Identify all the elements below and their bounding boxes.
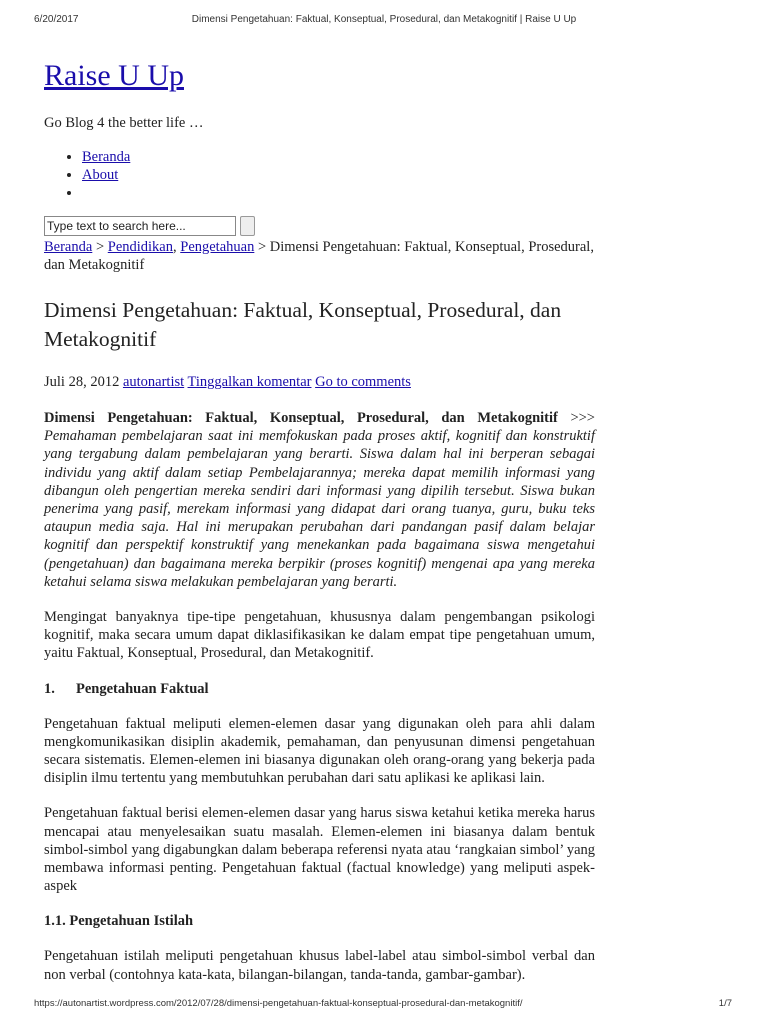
search-form (44, 215, 595, 237)
nav-item-about (82, 166, 595, 184)
site-title-link[interactable]: Raise U Up (44, 59, 184, 92)
intro-bold-title: Dimensi Pengetahuan: Faktual, Konseptual, Prosedural, dan Metakognitif (44, 410, 558, 426)
leave-comment-link[interactable]: Tinggalkan komentar (187, 374, 312, 390)
nav-link-beranda[interactable]: Beranda (82, 149, 131, 165)
site-tagline: Go Blog 4 the better life … (44, 115, 204, 131)
nav-item-empty (82, 184, 595, 202)
site-title (44, 58, 595, 94)
nav-link-about[interactable]: About (82, 167, 119, 183)
intro-arrow: >>> (570, 410, 595, 426)
print-page-title: Dimensi Pengetahuan: Faktual, Konseptual, Prosedural, dan Metakognitif | Raise U Up (191, 14, 577, 25)
post-title: Dimensi Pengetahuan: Faktual, Konseptual, Prosedural, dan Metakognitif (44, 298, 562, 351)
post-date: Juli 28, 2012 (44, 374, 120, 390)
print-date: 6/20/2017 (34, 14, 79, 25)
main-nav (44, 148, 595, 202)
paragraph-istilah: Pengetahuan istilah meliputi pengetahuan khusus label-label atau simbol-simbol verbal dan non verbal (contohnya kata-kata, bilangan-bilangan, tanda-tanda, gambar-gambar). (44, 948, 595, 983)
intro-italic-text: Pemahaman pembelajaran saat ini memfokuskan pada proses aktif, kognitif dan konstruktif yang tergabung dalam pembelajaran yang berarti. Siswa dalam hal ini berperan sebagai individu yang aktif dalam setiap Pembelajarannya; mereka dapat memilih informasi yang dibangun oleh pengertian mereka sendiri dari informasi yang dipilih tersebut. Siswa bukan penerima yang pasif, merekam informasi yang didapat dari orang tuanya, guru, buku teks ataupun media saja. Hal ini merupakan perubahan dari pandangan pasif dalam belajar kognitif dan perspektif konstruktif yang menekankan pada bagaimana siswa mengetahui (pengetahuan) dan bagaimana mereka berpikir (proses kognitif) mengenai apa yang mereka ketahui selama siswa melakukan pembelajaran yang berarti. (44, 428, 595, 590)
section-heading-faktual (44, 680, 595, 698)
paragraph-faktual-2: Pengetahuan faktual berisi elemen-elemen dasar yang harus siswa ketahui ketika mereka harus mencapai atau menyelesaikan suatu masalah. Elemen-elemen ini biasanya dalam bentuk simbol-simbol yang digabungkan dalam beberapa referensi nyata atau ‘rangkaian simbol’ yang membawa informasi penting. Pengetahuan faktual (factual knowledge) yang meliputi aspek-aspek (44, 805, 595, 895)
section-heading-text: Pengetahuan Faktual (76, 680, 209, 697)
breadcrumb-separator: > (257, 239, 267, 255)
search-input[interactable] (44, 216, 236, 236)
breadcrumb-home-link[interactable]: Beranda (44, 239, 93, 255)
breadcrumb-category-pendidikan[interactable]: Pendidikan (107, 239, 173, 255)
breadcrumb-comma: , (173, 239, 177, 255)
page-content (44, 58, 595, 998)
post-intro (44, 409, 595, 591)
go-to-comments-link[interactable]: Go to comments (315, 374, 411, 390)
section-number: 1. (44, 680, 55, 697)
breadcrumb-separator: > (95, 239, 105, 255)
breadcrumb-current: Dimensi Pengetahuan: Faktual, Konseptual, Prosedural, dan Metakognitif (44, 239, 594, 273)
section-heading-istilah: 1.1. Pengetahuan Istilah (44, 913, 194, 930)
print-page-number: 1/7 (718, 998, 732, 1009)
print-footer (34, 998, 734, 1012)
breadcrumb-category-pengetahuan[interactable]: Pengetahuan (180, 239, 255, 255)
breadcrumb (44, 238, 595, 274)
post-meta (44, 373, 595, 391)
paragraph-intro-types: Mengingat banyaknya tipe-tipe pengetahuan, khususnya dalam pengembangan psikologi kognitif, maka secara umum dapat diklasifikasikan ke dalam empat tipe pengetahuan umum, yaitu Faktual, Konseptual, Prosedural, dan Metakognitif. (44, 609, 595, 662)
print-url: https://autonartist.wordpress.com/2012/07/28/dimensi-pengetahuan-faktual-konseptual-prosedural-dan-metakognitif/ (34, 998, 523, 1009)
search-button[interactable] (240, 216, 255, 236)
nav-item-beranda (82, 148, 595, 166)
post-author-link[interactable]: autonartist (122, 374, 185, 390)
paragraph-faktual-1: Pengetahuan faktual meliputi elemen-elemen dasar yang digunakan oleh para ahli dalam mengkomunikasikan disiplin akademik, pemahaman, dan penyusunan dimensi pengetahuan secara sistematis. Elemen-elemen ini biasanya digunakan oleh orang-orang yang bekerja pada disiplin ilmu tertentu yang membutuhkan perubahan dari satu aplikasi ke aplikasi lain. (44, 715, 595, 787)
print-header (34, 14, 734, 28)
